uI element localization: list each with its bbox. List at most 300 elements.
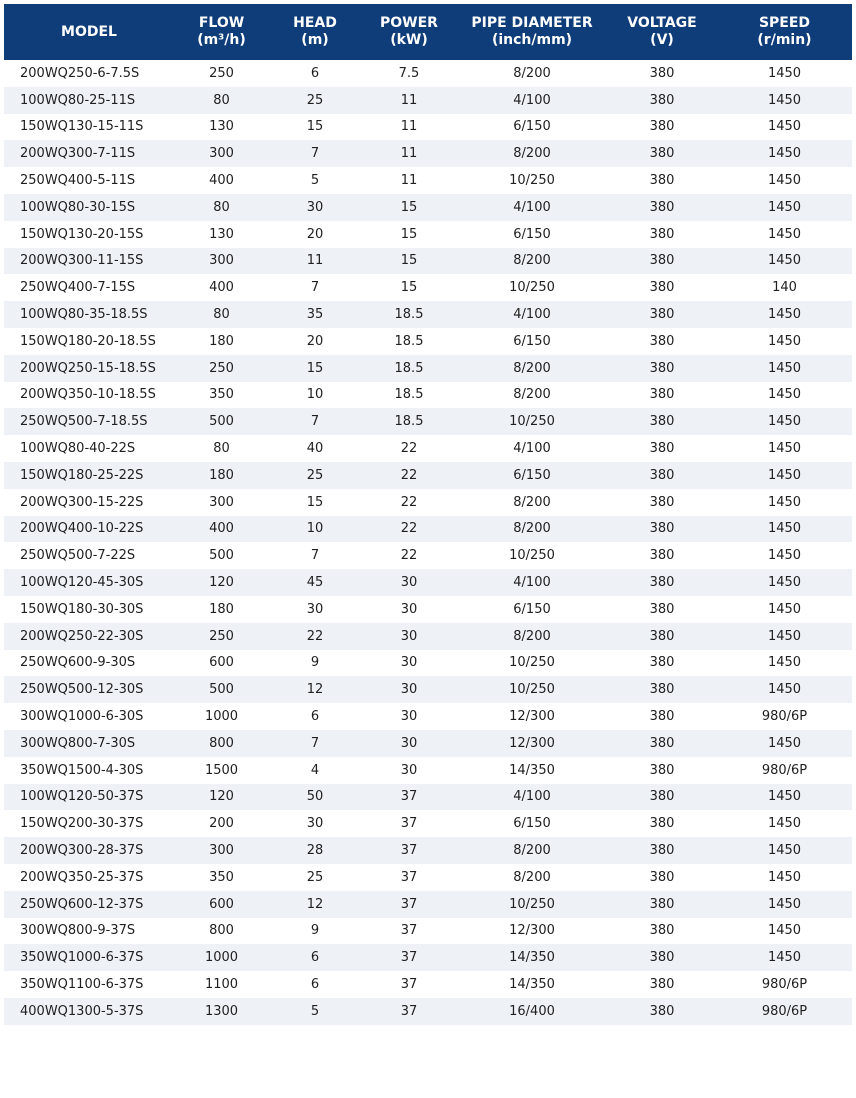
speed-cell: 1450: [717, 221, 852, 248]
flow-cell: 350: [174, 382, 269, 409]
pipe-diameter-cell: 4/100: [457, 301, 607, 328]
flow-cell: 120: [174, 784, 269, 811]
power-cell: 37: [361, 891, 457, 918]
table-row: [4, 274, 852, 301]
speed-cell: 1450: [717, 87, 852, 114]
model-cell: 250WQ600-9-30S: [4, 650, 174, 677]
flow-cell: 350: [174, 864, 269, 891]
head-cell: 12: [269, 891, 361, 918]
header-flow: [174, 4, 269, 60]
voltage-cell: 380: [607, 971, 717, 998]
voltage-cell: 380: [607, 944, 717, 971]
header-label: FLOW: [198, 15, 245, 31]
model-cell: 200WQ250-22-30S: [4, 623, 174, 650]
power-cell: 37: [361, 864, 457, 891]
speed-cell: 1450: [717, 435, 852, 462]
pipe-diameter-cell: 12/300: [457, 918, 607, 945]
header-unit: (kW): [390, 32, 428, 48]
pump-spec-table: [4, 4, 852, 1025]
speed-cell: 1450: [717, 569, 852, 596]
power-cell: 37: [361, 918, 457, 945]
model-cell: 200WQ300-11-15S: [4, 248, 174, 275]
table-row: [4, 328, 852, 355]
speed-cell: 1450: [717, 837, 852, 864]
power-cell: 18.5: [361, 355, 457, 382]
model-cell: 350WQ1500-4-30S: [4, 757, 174, 784]
model-cell: 300WQ800-7-30S: [4, 730, 174, 757]
model-cell: 150WQ130-20-15S: [4, 221, 174, 248]
head-cell: 7: [269, 274, 361, 301]
voltage-cell: 380: [607, 60, 717, 87]
header-model: [4, 4, 174, 60]
header-head: [269, 4, 361, 60]
power-cell: 37: [361, 784, 457, 811]
table-body: [4, 60, 852, 1025]
voltage-cell: 380: [607, 864, 717, 891]
table-row: [4, 542, 852, 569]
table-row: [4, 462, 852, 489]
model-cell: 300WQ1000-6-30S: [4, 703, 174, 730]
model-cell: 200WQ350-25-37S: [4, 864, 174, 891]
voltage-cell: 380: [607, 784, 717, 811]
pipe-diameter-cell: 4/100: [457, 569, 607, 596]
model-cell: 150WQ180-20-18.5S: [4, 328, 174, 355]
flow-cell: 1000: [174, 703, 269, 730]
pipe-diameter-cell: 6/150: [457, 596, 607, 623]
head-cell: 6: [269, 944, 361, 971]
pipe-diameter-cell: 6/150: [457, 114, 607, 141]
power-cell: 22: [361, 542, 457, 569]
speed-cell: 1450: [717, 623, 852, 650]
head-cell: 7: [269, 408, 361, 435]
pipe-diameter-cell: 8/200: [457, 60, 607, 87]
voltage-cell: 380: [607, 489, 717, 516]
model-cell: 250WQ400-7-15S: [4, 274, 174, 301]
speed-cell: 1450: [717, 489, 852, 516]
head-cell: 50: [269, 784, 361, 811]
voltage-cell: 380: [607, 408, 717, 435]
table-row: [4, 676, 852, 703]
table-row: [4, 944, 852, 971]
table-row: [4, 623, 852, 650]
power-cell: 37: [361, 971, 457, 998]
speed-cell: 1450: [717, 462, 852, 489]
pipe-diameter-cell: 6/150: [457, 328, 607, 355]
power-cell: 18.5: [361, 328, 457, 355]
model-cell: 200WQ300-15-22S: [4, 489, 174, 516]
header-unit: (V): [650, 32, 674, 48]
model-cell: 200WQ300-28-37S: [4, 837, 174, 864]
speed-cell: 980/6P: [717, 971, 852, 998]
head-cell: 6: [269, 703, 361, 730]
header-label: SPEED: [758, 15, 811, 31]
header-unit: (inch/mm): [491, 32, 573, 48]
speed-cell: 1450: [717, 596, 852, 623]
table-row: [4, 757, 852, 784]
speed-cell: 1450: [717, 408, 852, 435]
power-cell: 22: [361, 489, 457, 516]
pipe-diameter-cell: 12/300: [457, 703, 607, 730]
table-row: [4, 918, 852, 945]
pipe-diameter-cell: 10/250: [457, 891, 607, 918]
flow-cell: 300: [174, 837, 269, 864]
table-row: [4, 382, 852, 409]
table-row: [4, 248, 852, 275]
table-row: [4, 971, 852, 998]
model-cell: 100WQ80-40-22S: [4, 435, 174, 462]
pipe-diameter-cell: 10/250: [457, 408, 607, 435]
model-cell: 250WQ400-5-11S: [4, 167, 174, 194]
flow-cell: 400: [174, 274, 269, 301]
speed-cell: 1450: [717, 140, 852, 167]
table-row: [4, 221, 852, 248]
pipe-diameter-cell: 8/200: [457, 623, 607, 650]
head-cell: 25: [269, 87, 361, 114]
pipe-diameter-cell: 6/150: [457, 810, 607, 837]
head-cell: 25: [269, 864, 361, 891]
flow-cell: 120: [174, 569, 269, 596]
voltage-cell: 380: [607, 140, 717, 167]
flow-cell: 80: [174, 301, 269, 328]
table-row: [4, 837, 852, 864]
power-cell: 11: [361, 87, 457, 114]
table-row: [4, 596, 852, 623]
pipe-diameter-cell: 14/350: [457, 971, 607, 998]
power-cell: 15: [361, 221, 457, 248]
speed-cell: 1450: [717, 167, 852, 194]
pipe-diameter-cell: 8/200: [457, 140, 607, 167]
table-row: [4, 784, 852, 811]
voltage-cell: 380: [607, 623, 717, 650]
flow-cell: 600: [174, 891, 269, 918]
voltage-cell: 380: [607, 676, 717, 703]
voltage-cell: 380: [607, 248, 717, 275]
flow-cell: 250: [174, 623, 269, 650]
power-cell: 22: [361, 462, 457, 489]
header-label: VOLTAGE: [627, 15, 697, 31]
pipe-diameter-cell: 10/250: [457, 676, 607, 703]
power-cell: 18.5: [361, 408, 457, 435]
flow-cell: 130: [174, 114, 269, 141]
power-cell: 37: [361, 998, 457, 1025]
model-cell: 350WQ1100-6-37S: [4, 971, 174, 998]
speed-cell: 1450: [717, 194, 852, 221]
speed-cell: 980/6P: [717, 703, 852, 730]
speed-cell: 1450: [717, 730, 852, 757]
voltage-cell: 380: [607, 167, 717, 194]
pipe-diameter-cell: 4/100: [457, 784, 607, 811]
flow-cell: 500: [174, 542, 269, 569]
pipe-diameter-cell: 4/100: [457, 87, 607, 114]
model-cell: 250WQ600-12-37S: [4, 891, 174, 918]
table-header: [4, 4, 852, 60]
speed-cell: 140: [717, 274, 852, 301]
voltage-cell: 380: [607, 87, 717, 114]
header-voltage: [607, 4, 717, 60]
voltage-cell: 380: [607, 891, 717, 918]
pipe-diameter-cell: 10/250: [457, 650, 607, 677]
power-cell: 7.5: [361, 60, 457, 87]
power-cell: 37: [361, 810, 457, 837]
table-row: [4, 167, 852, 194]
flow-cell: 200: [174, 810, 269, 837]
pipe-diameter-cell: 6/150: [457, 221, 607, 248]
speed-cell: 1450: [717, 516, 852, 543]
table-row: [4, 864, 852, 891]
voltage-cell: 380: [607, 382, 717, 409]
speed-cell: 1450: [717, 114, 852, 141]
model-cell: 100WQ80-35-18.5S: [4, 301, 174, 328]
flow-cell: 300: [174, 140, 269, 167]
speed-cell: 1450: [717, 864, 852, 891]
power-cell: 11: [361, 140, 457, 167]
head-cell: 10: [269, 382, 361, 409]
head-cell: 20: [269, 328, 361, 355]
power-cell: 37: [361, 837, 457, 864]
voltage-cell: 380: [607, 837, 717, 864]
pipe-diameter-cell: 8/200: [457, 355, 607, 382]
spec-table-container: [4, 4, 852, 1025]
power-cell: 30: [361, 623, 457, 650]
flow-cell: 1100: [174, 971, 269, 998]
voltage-cell: 380: [607, 998, 717, 1025]
flow-cell: 500: [174, 408, 269, 435]
speed-cell: 1450: [717, 891, 852, 918]
table-row: [4, 516, 852, 543]
pipe-diameter-cell: 14/350: [457, 757, 607, 784]
voltage-cell: 380: [607, 703, 717, 730]
pipe-diameter-cell: 8/200: [457, 382, 607, 409]
flow-cell: 1500: [174, 757, 269, 784]
power-cell: 11: [361, 114, 457, 141]
table-row: [4, 114, 852, 141]
speed-cell: 1450: [717, 382, 852, 409]
voltage-cell: 380: [607, 810, 717, 837]
voltage-cell: 380: [607, 516, 717, 543]
speed-cell: 1450: [717, 944, 852, 971]
pipe-diameter-cell: 14/350: [457, 944, 607, 971]
flow-cell: 400: [174, 516, 269, 543]
head-cell: 6: [269, 971, 361, 998]
head-cell: 30: [269, 596, 361, 623]
head-cell: 45: [269, 569, 361, 596]
flow-cell: 80: [174, 435, 269, 462]
table-row: [4, 408, 852, 435]
header-row: [4, 4, 852, 60]
table-row: [4, 435, 852, 462]
power-cell: 30: [361, 596, 457, 623]
header-label: HEAD: [293, 15, 337, 31]
power-cell: 15: [361, 248, 457, 275]
flow-cell: 250: [174, 355, 269, 382]
pipe-diameter-cell: 8/200: [457, 864, 607, 891]
table-row: [4, 355, 852, 382]
head-cell: 40: [269, 435, 361, 462]
table-row: [4, 569, 852, 596]
head-cell: 15: [269, 489, 361, 516]
power-cell: 18.5: [361, 382, 457, 409]
voltage-cell: 380: [607, 462, 717, 489]
speed-cell: 1450: [717, 810, 852, 837]
model-cell: 400WQ1300-5-37S: [4, 998, 174, 1025]
pipe-diameter-cell: 12/300: [457, 730, 607, 757]
voltage-cell: 380: [607, 274, 717, 301]
head-cell: 28: [269, 837, 361, 864]
power-cell: 11: [361, 167, 457, 194]
model-cell: 250WQ500-7-22S: [4, 542, 174, 569]
power-cell: 15: [361, 194, 457, 221]
header-speed: [717, 4, 852, 60]
pipe-diameter-cell: 10/250: [457, 542, 607, 569]
pipe-diameter-cell: 4/100: [457, 435, 607, 462]
pipe-diameter-cell: 10/250: [457, 167, 607, 194]
model-cell: 250WQ500-7-18.5S: [4, 408, 174, 435]
flow-cell: 130: [174, 221, 269, 248]
table-row: [4, 87, 852, 114]
flow-cell: 400: [174, 167, 269, 194]
speed-cell: 1450: [717, 784, 852, 811]
flow-cell: 180: [174, 596, 269, 623]
head-cell: 5: [269, 167, 361, 194]
header-unit: (m): [301, 32, 329, 48]
model-cell: 200WQ250-6-7.5S: [4, 60, 174, 87]
power-cell: 30: [361, 703, 457, 730]
speed-cell: 1450: [717, 355, 852, 382]
flow-cell: 250: [174, 60, 269, 87]
table-row: [4, 194, 852, 221]
voltage-cell: 380: [607, 114, 717, 141]
flow-cell: 500: [174, 676, 269, 703]
head-cell: 20: [269, 221, 361, 248]
flow-cell: 800: [174, 730, 269, 757]
power-cell: 18.5: [361, 301, 457, 328]
head-cell: 30: [269, 194, 361, 221]
speed-cell: 1450: [717, 542, 852, 569]
model-cell: 350WQ1000-6-37S: [4, 944, 174, 971]
model-cell: 200WQ250-15-18.5S: [4, 355, 174, 382]
speed-cell: 1450: [717, 650, 852, 677]
flow-cell: 600: [174, 650, 269, 677]
head-cell: 30: [269, 810, 361, 837]
voltage-cell: 380: [607, 918, 717, 945]
head-cell: 11: [269, 248, 361, 275]
voltage-cell: 380: [607, 730, 717, 757]
voltage-cell: 380: [607, 355, 717, 382]
table-row: [4, 891, 852, 918]
head-cell: 4: [269, 757, 361, 784]
flow-cell: 180: [174, 462, 269, 489]
power-cell: 30: [361, 730, 457, 757]
model-cell: 200WQ350-10-18.5S: [4, 382, 174, 409]
model-cell: 250WQ500-12-30S: [4, 676, 174, 703]
speed-cell: 980/6P: [717, 998, 852, 1025]
power-cell: 30: [361, 676, 457, 703]
voltage-cell: 380: [607, 194, 717, 221]
pipe-diameter-cell: 8/200: [457, 516, 607, 543]
table-row: [4, 998, 852, 1025]
flow-cell: 300: [174, 489, 269, 516]
header-label: POWER: [380, 15, 438, 31]
flow-cell: 800: [174, 918, 269, 945]
speed-cell: 1450: [717, 676, 852, 703]
model-cell: 300WQ800-9-37S: [4, 918, 174, 945]
head-cell: 7: [269, 730, 361, 757]
head-cell: 25: [269, 462, 361, 489]
pipe-diameter-cell: 6/150: [457, 462, 607, 489]
head-cell: 9: [269, 650, 361, 677]
voltage-cell: 380: [607, 435, 717, 462]
header-power: [361, 4, 457, 60]
head-cell: 15: [269, 114, 361, 141]
model-cell: 150WQ180-30-30S: [4, 596, 174, 623]
pipe-diameter-cell: 8/200: [457, 837, 607, 864]
voltage-cell: 380: [607, 650, 717, 677]
head-cell: 6: [269, 60, 361, 87]
head-cell: 7: [269, 140, 361, 167]
voltage-cell: 380: [607, 757, 717, 784]
pipe-diameter-cell: 8/200: [457, 489, 607, 516]
header-pipe-diameter: [457, 4, 607, 60]
head-cell: 9: [269, 918, 361, 945]
flow-cell: 1000: [174, 944, 269, 971]
power-cell: 22: [361, 516, 457, 543]
speed-cell: 1450: [717, 328, 852, 355]
flow-cell: 80: [174, 194, 269, 221]
head-cell: 12: [269, 676, 361, 703]
speed-cell: 1450: [717, 918, 852, 945]
flow-cell: 1300: [174, 998, 269, 1025]
head-cell: 35: [269, 301, 361, 328]
model-cell: 200WQ300-7-11S: [4, 140, 174, 167]
head-cell: 7: [269, 542, 361, 569]
table-row: [4, 60, 852, 87]
model-cell: 150WQ200-30-37S: [4, 810, 174, 837]
head-cell: 5: [269, 998, 361, 1025]
model-cell: 100WQ80-30-15S: [4, 194, 174, 221]
pipe-diameter-cell: 8/200: [457, 248, 607, 275]
flow-cell: 80: [174, 87, 269, 114]
power-cell: 30: [361, 757, 457, 784]
head-cell: 22: [269, 623, 361, 650]
header-unit: (m³/h): [197, 32, 246, 48]
model-cell: 150WQ180-25-22S: [4, 462, 174, 489]
table-row: [4, 140, 852, 167]
table-row: [4, 650, 852, 677]
header-label: PIPE DIAMETER: [471, 15, 593, 31]
model-cell: 200WQ400-10-22S: [4, 516, 174, 543]
pipe-diameter-cell: 4/100: [457, 194, 607, 221]
speed-cell: 1450: [717, 248, 852, 275]
header-label: MODEL: [61, 23, 117, 40]
voltage-cell: 380: [607, 221, 717, 248]
voltage-cell: 380: [607, 542, 717, 569]
power-cell: 15: [361, 274, 457, 301]
speed-cell: 980/6P: [717, 757, 852, 784]
head-cell: 15: [269, 355, 361, 382]
head-cell: 10: [269, 516, 361, 543]
pipe-diameter-cell: 10/250: [457, 274, 607, 301]
model-cell: 100WQ80-25-11S: [4, 87, 174, 114]
voltage-cell: 380: [607, 569, 717, 596]
power-cell: 30: [361, 650, 457, 677]
pipe-diameter-cell: 16/400: [457, 998, 607, 1025]
flow-cell: 300: [174, 248, 269, 275]
table-row: [4, 810, 852, 837]
power-cell: 22: [361, 435, 457, 462]
voltage-cell: 380: [607, 301, 717, 328]
power-cell: 30: [361, 569, 457, 596]
model-cell: 100WQ120-50-37S: [4, 784, 174, 811]
